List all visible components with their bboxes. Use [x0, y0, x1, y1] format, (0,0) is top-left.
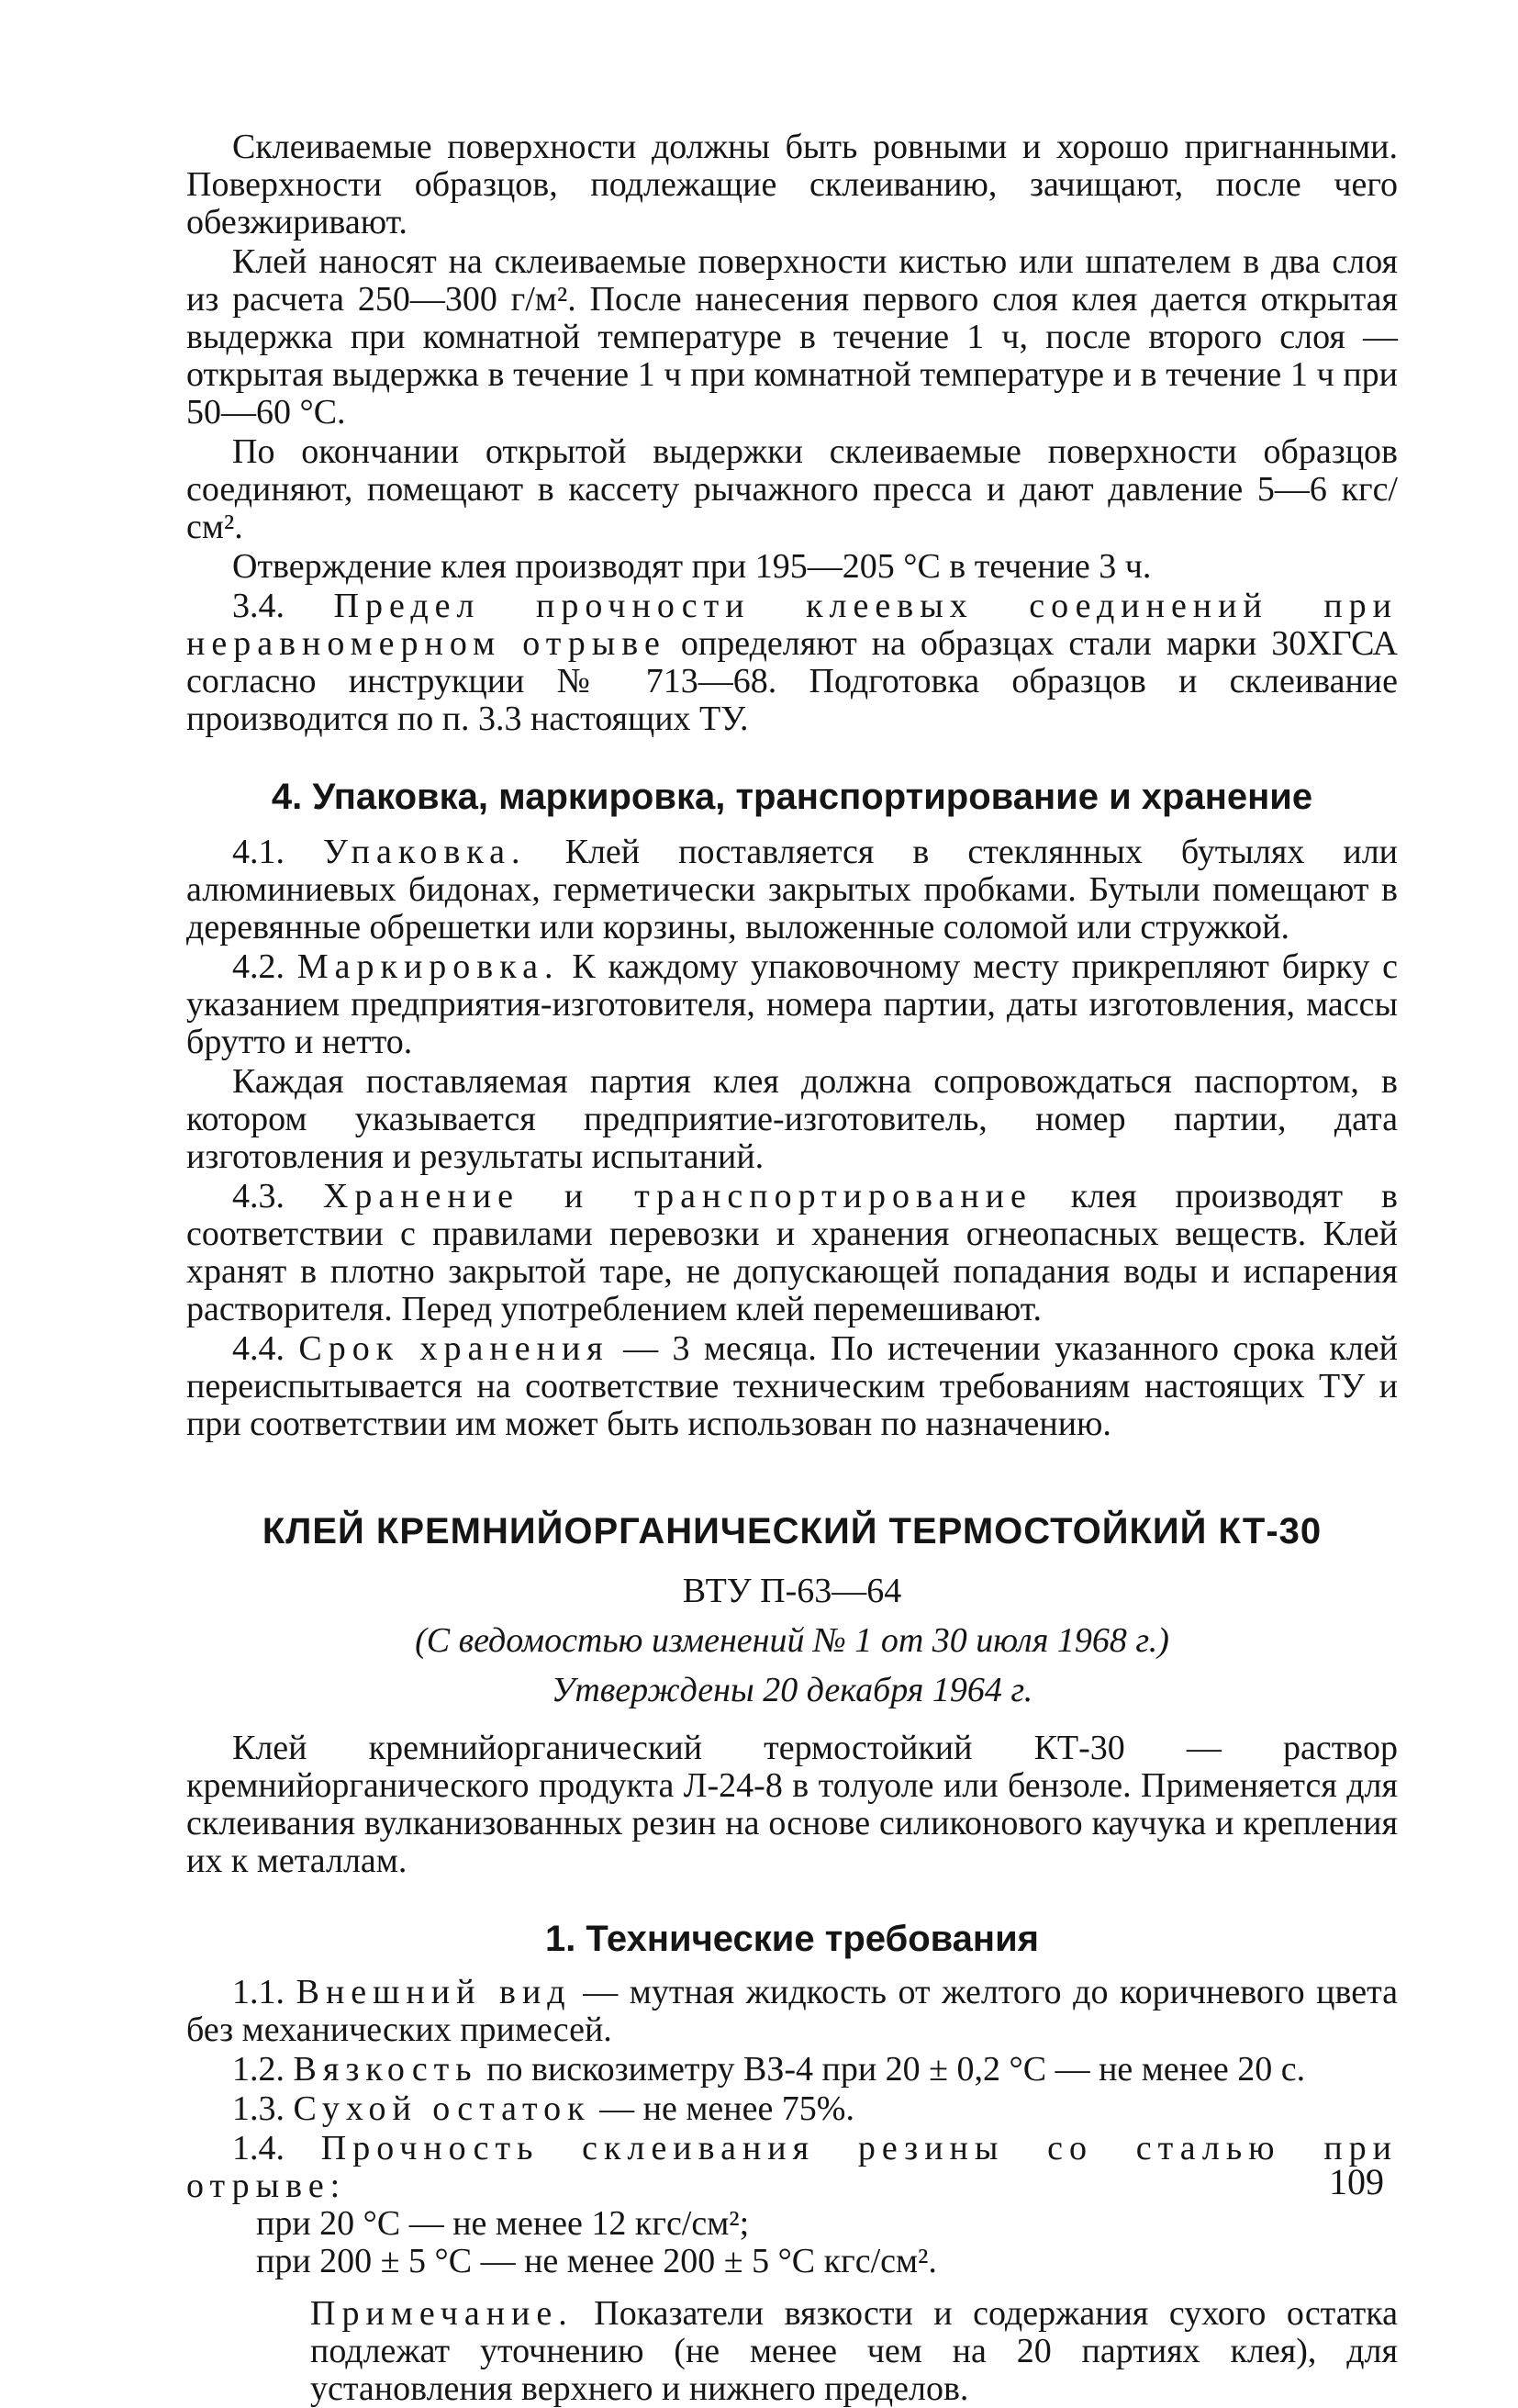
- clause-number: 4.2.: [232, 947, 285, 986]
- clause-text: клея производят в соответствии с правилами перевозки и хранения огнеопасных веществ. Клей хранят в плотно закрытой таре, не допускающей попадания воды и испарения растворителя. Перед употреблением клей перемешивают.: [186, 1177, 1398, 1328]
- clause-1-2: [186, 2051, 1398, 2089]
- clause-text: К каждому упаковочному месту прикрепляют бирку с указанием предприятия-изготовителя, номера партии, даты изготовления, массы брутто и нетто.: [186, 947, 1399, 1061]
- glue-description: Клей кремнийорганический термостойкий КТ-30 — раствор кремнийорганического продукта Л-24-8 в толуоле или бензоле. Применяется для склеивания вулканизованных резин на основе силиконового каучука и крепления их к металлам.: [186, 1729, 1398, 1880]
- strength-at-200c: при 200 ± 5 °С — не менее 200 ± 5 °С кгс/см².: [256, 2242, 937, 2280]
- intro-paragraph-application: Клей наносят на склеиваемые поверхности кистью или шпателем в два слоя из расчета 250—300 г/м². После нанесения первого слоя клея дается открытая выдержка при комнатной температуре в течение 1 ч, после второго слоя — открытая выдержка в течение 1 ч при комнатной температуре и в течение 1 ч при 50—60 °С.: [186, 242, 1398, 431]
- clause-4-2: [186, 948, 1398, 1061]
- clause-term: Прочность склеивания резины со сталью при отрыве:: [186, 2129, 1398, 2205]
- clause-number: 4.4.: [232, 1329, 285, 1368]
- page-number: 109: [1329, 2161, 1384, 2202]
- clause-number: 1.2.: [232, 2050, 285, 2089]
- clause-text: по вискозиметру ВЗ-4 при 20 ± 0,2 °С — не менее 20 с.: [486, 2050, 1306, 2089]
- clause-term: Предел прочности клеевых соединений при неравномерном отрыве: [186, 587, 1399, 663]
- standard-code: ВТУ П-63—64: [682, 1572, 902, 1610]
- clause-number: 4.1.: [232, 833, 285, 871]
- clause-text: — 3 месяца. По истечении указанного срока клей переиспытывается на соответствие техническим требованиям настоящих ТУ и при соответствии им может быть использован по назначению.: [186, 1329, 1399, 1443]
- section-1-heading: 1. Технические требования: [544, 1919, 1040, 1959]
- note-label: Примечание.: [310, 2294, 574, 2333]
- clause-3-4: [186, 588, 1398, 738]
- clause-term: Хранение и транспортирование: [322, 1177, 1032, 1215]
- page-content: [186, 129, 1398, 2408]
- clause-term: Вязкость: [293, 2050, 478, 2089]
- clause-text: определяют на образцах стали марки 30ХГСА согласно инструкции № 713—68. Подготовка образцов и склеивание производится по п. 3.3 настоящих ТУ.: [186, 624, 1399, 738]
- note: [186, 2295, 1398, 2408]
- intro-paragraph-curing: Отверждение клея производят при 195—205 °С в течение 3 ч.: [232, 547, 1152, 586]
- section-4-heading: 4. Упаковка, маркировка, транспортирование и хранение: [271, 777, 1313, 817]
- clause-text: — не менее 75%.: [599, 2089, 854, 2128]
- clause-text: Клей поставляется в стеклянных бутылях или алюминиевых бидонах, герметически закрытых пробками. Бутыли помещают в деревянные обрешетки или корзины, выложенные соломой или стружкой.: [186, 833, 1399, 946]
- glue-kt30-heading: КЛЕЙ КРЕМНИЙОРГАНИЧЕСКИЙ ТЕРМОСТОЙКИЙ КТ-30: [262, 1511, 1323, 1551]
- clause-text: — мутная жидкость от желтого до коричневого цвета без механических примесей.: [186, 1973, 1399, 2049]
- clause-number: 1.3.: [232, 2089, 285, 2128]
- clause-number: 1.4.: [232, 2129, 285, 2167]
- strength-at-20c: при 20 °С — не менее 12 кгс/см²;: [256, 2204, 750, 2243]
- intro-paragraph-surfaces: Склеиваемые поверхности должны быть ровными и хорошо пригнанными. Поверхности образцов, подлежащие склеиванию, зачищают, после чего обезжиривают.: [186, 128, 1398, 241]
- clause-1-3: [186, 2090, 1398, 2128]
- clause-number: 3.4.: [232, 587, 285, 625]
- changes-note: (С ведомостью изменений № 1 от 30 июля 1968 г.): [415, 1621, 1169, 1660]
- note-text: Показатели вязкости и содержания сухого остатка подлежат уточнению (не менее чем на 20 партиях клея), для установления верхнего и нижнего пределов.: [310, 2294, 1398, 2408]
- intro-paragraph-pressing: По окончании открытой выдержки склеиваемые поверхности образцов соединяют, помещают в кассету рычажного пресса и дают давление 5—6 кгс/см².: [186, 432, 1398, 546]
- approval-date: Утверждены 20 декабря 1964 г.: [551, 1671, 1033, 1709]
- clause-1-1: [186, 1974, 1398, 2049]
- clause-term: Сухой остаток: [293, 2089, 591, 2128]
- clause-term: Срок хранения: [298, 1329, 609, 1368]
- clause-1-4: [186, 2130, 1398, 2205]
- clause-number: 4.3.: [232, 1177, 285, 1215]
- clause-4-4: [186, 1330, 1398, 1443]
- clause-4-1: [186, 834, 1398, 946]
- clause-4-2-passport: Каждая поставляемая партия клея должна сопровождаться паспортом, в котором указывается предприятие-изготовитель, номер партии, дата изготовления и результаты испытаний.: [186, 1062, 1398, 1176]
- clause-term: Упаковка.: [323, 833, 527, 871]
- clause-number: 1.1.: [232, 1973, 285, 2011]
- clause-term: Маркировка.: [296, 947, 560, 986]
- clause-term: Внешний вид: [296, 1973, 572, 2011]
- clause-4-3: [186, 1178, 1398, 1328]
